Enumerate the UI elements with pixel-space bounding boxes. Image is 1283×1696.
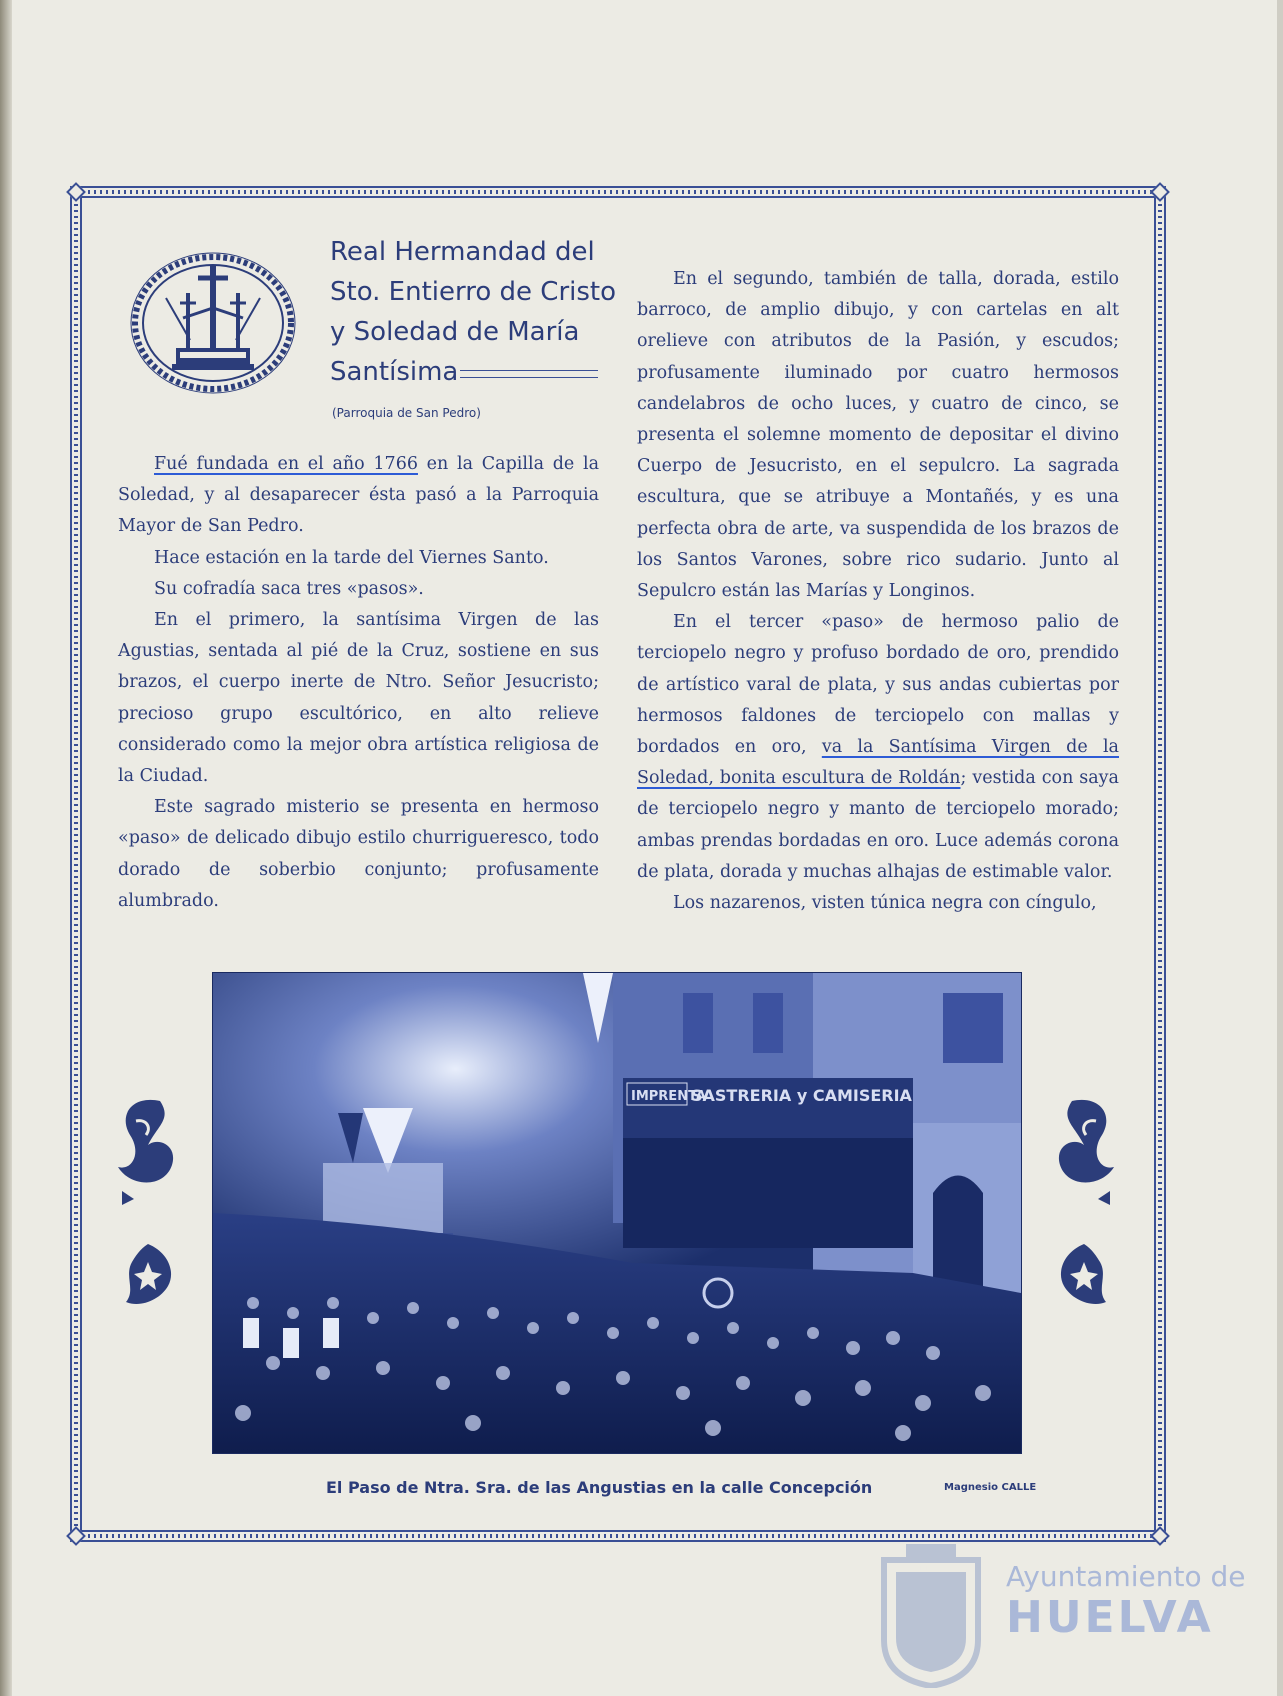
scroll-ornament-icon (1052, 1095, 1120, 1207)
title-line: Sto. Entierro de Cristo (330, 277, 616, 307)
paragraph-text: En el tercer «paso» de hermoso palio de terciopelo negro y profuso bordado de oro, prendido de artístico varal de plata, y sus andas cubiertas por hermosos faldones de terciopelo con mallas y bordados en oro, (637, 612, 1119, 758)
leaf-ornament-icon (118, 1242, 178, 1312)
shop-sign-imprenta: IMPRENTA (631, 1089, 706, 1104)
shield-motto: ET TERRA (914, 1564, 948, 1572)
watermark-text-huelva: HUELVA (1006, 1592, 1214, 1643)
page-edge (1277, 0, 1283, 1696)
city-shield-watermark-icon (876, 1540, 986, 1688)
paragraph-text: en la Capilla de la Soledad, y al desaparecer ésta pasó a la Parroquia Mayor de San Pedro. (118, 454, 600, 537)
shop-sign-main: SASTRERIA y CAMISERIA (691, 1086, 912, 1105)
paragraph: Hace estación en la tarde del Viernes Santo. (154, 547, 549, 568)
photo-credit: Magnesio CALLE (944, 1482, 1037, 1493)
left-text-column (118, 449, 599, 917)
parish-subtitle: (Parroquia de San Pedro) (332, 406, 481, 420)
underlined-phrase: va la Santísima Virgen de la Soledad, bonita escultura de Roldán (637, 737, 1119, 789)
brotherhood-emblem-icon (128, 248, 298, 398)
right-text-column (637, 264, 1119, 919)
frame-band-right (1158, 198, 1162, 1530)
title-line: Real Hermandad del (330, 237, 595, 267)
title-line: Santísima (330, 357, 459, 387)
frame-band-left (74, 198, 78, 1530)
frame-band-top (82, 190, 1154, 194)
paragraph (637, 607, 1119, 888)
paragraph: En el segundo, también de talla, dorada, estilo barroco, de amplio dibujo, y con cartelas en alt orelieve con atributos de la Pasión, y escudos; profusamente iluminado por cuatro hermosos candelabros de ocho luces, y cuatro de cinco, se presenta el solemne momento de depositar el divino Cuerpo de Jesucristo, en el sepulcro. La sagrada escultura, que se atribuye a Montañés, y es una perfecta obra de arte, va suspendida de los brazos de los Santos Varones, sobre rico sudario. Junto al Sepulcro están las Marías y Longinos. (637, 269, 1119, 602)
paragraph: Los nazarenos, visten túnica negra con cíngulo, (673, 893, 1097, 914)
paragraph-text: ; vestida con saya de terciopelo negro y manto de terciopelo morado; ambas prendas bordadas en oro. Luce además corona de plata, dorada y muchas alhajas de estimable valor. (637, 768, 1119, 882)
procession-photo-image (213, 973, 1021, 1453)
scroll-ornament-icon (112, 1095, 180, 1207)
paragraph (118, 449, 599, 543)
paragraph: Este sagrado misterio se presenta en hermoso «paso» de delicado dibujo estilo churrigueresco, todo dorado de soberbio conjunto; profusamente alumbrado. (118, 797, 599, 911)
watermark-text-ayuntamiento: Ayuntamiento de (1006, 1560, 1246, 1593)
leaf-ornament-icon (1054, 1242, 1114, 1312)
underlined-phrase: Fué fundada en el año 1766 (154, 454, 418, 474)
procession-photograph (212, 972, 1022, 1454)
brotherhood-title (330, 232, 616, 392)
photo-caption: El Paso de Ntra. Sra. de las Angustias en la calle Concepción (326, 1478, 873, 1497)
paragraph: Su cofradía saca tres «pasos». (154, 578, 424, 599)
paragraph: En el primero, la santísima Virgen de las Agustias, sentada al pié de la Cruz, sostiene en sus brazos, el cuerpo inerte de Ntro. Señor Jesucristo; precioso grupo escultórico, en alto relieve considerado como la mejor obra artística religiosa de la Ciudad. (118, 610, 599, 787)
frame-band-bottom (82, 1534, 1154, 1538)
page-binding-shadow (0, 0, 12, 1696)
title-line: y Soledad de María (330, 317, 580, 347)
title-double-rule (460, 370, 598, 378)
